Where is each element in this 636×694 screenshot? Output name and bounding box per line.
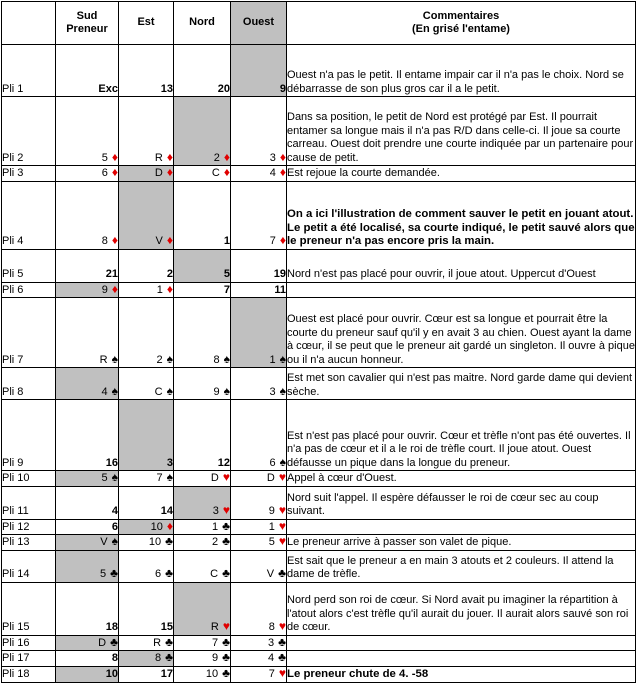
card-ouest	[231, 666, 287, 682]
card-est	[119, 519, 174, 535]
card-value: 5	[101, 151, 108, 164]
card-ouest	[231, 298, 287, 368]
card-value: 4	[268, 652, 275, 664]
spade-suit-icon: ♠	[166, 351, 173, 366]
spade-suit-icon: ♠	[279, 383, 286, 398]
card-value: 9	[279, 82, 286, 95]
club-suit-icon: ♣	[165, 635, 173, 649]
card-nord	[174, 582, 231, 635]
card-value: 3	[269, 151, 276, 164]
comment-cell	[287, 635, 636, 651]
card-value: 9	[101, 283, 108, 296]
trick-row	[2, 45, 636, 97]
pli-label: Pli 10	[2, 471, 56, 487]
trick-row	[2, 635, 636, 651]
card-est	[119, 97, 174, 166]
spade-suit-icon: ♠	[111, 534, 118, 548]
card-est	[119, 249, 174, 282]
trick-row	[2, 97, 636, 166]
card-sud	[56, 368, 119, 400]
card-ouest	[231, 635, 287, 651]
header-row	[2, 2, 636, 45]
comment-cell: Est sait que le preneur a en main 3 atouts et 2 couleurs. Il attend la dame de trèfle.	[287, 550, 636, 582]
card-est	[119, 45, 174, 97]
pli-label: Pli 8	[2, 368, 56, 400]
card-value: 9	[212, 652, 219, 664]
pli-label: Pli 3	[2, 166, 56, 182]
card-sud	[56, 166, 119, 182]
card-est	[119, 298, 174, 368]
diamond-suit-icon: ♦	[279, 233, 286, 247]
card-value: D	[266, 472, 275, 484]
card-sud	[56, 535, 119, 551]
card-value: C	[210, 568, 219, 580]
pli-label: Pli 1	[2, 45, 56, 97]
card-value: 15	[160, 621, 173, 633]
diamond-suit-icon: ♦	[279, 165, 286, 179]
comment-cell: Nord suit l'appel. Il espère défausser le roi de cœur sec au coup suivant.	[287, 486, 636, 519]
card-ouest	[231, 471, 287, 487]
card-sud	[56, 666, 119, 682]
club-suit-icon: ♣	[110, 635, 118, 649]
card-ouest	[231, 249, 287, 282]
card-nord	[174, 635, 231, 651]
card-value: 9	[268, 505, 275, 517]
header-ouest: Ouest	[231, 2, 287, 45]
pli-label: Pli 2	[2, 97, 56, 166]
card-value: 7	[223, 283, 230, 296]
card-value: 6	[155, 568, 162, 580]
club-suit-icon: ♣	[278, 650, 286, 664]
card-value: 20	[217, 82, 230, 95]
card-value: 8	[101, 235, 108, 247]
tricks-table	[1, 1, 636, 683]
comment-cell: Est n'est pas placé pour ouvrir. Cœur et trèfle n'ont pas été ouvertes. Il n'a pas de cœur et il a le roi de trèfle court. Il joue atout. Ouest défausse un pique dans la longue du preneur.	[287, 400, 636, 471]
card-value: 18	[105, 621, 118, 633]
club-suit-icon: ♣	[278, 566, 286, 580]
diamond-suit-icon: ♦	[166, 233, 173, 247]
card-sud	[56, 249, 119, 282]
trick-row	[2, 282, 636, 298]
card-value: 1	[212, 520, 219, 533]
card-ouest	[231, 166, 287, 182]
card-ouest	[231, 97, 287, 166]
trick-row	[2, 166, 636, 182]
trick-row	[2, 298, 636, 368]
card-nord	[174, 181, 231, 249]
card-value: 4	[101, 385, 108, 398]
card-nord	[174, 298, 231, 368]
pli-label: Pli 15	[2, 582, 56, 635]
card-value: C	[154, 385, 163, 398]
card-value: 8	[155, 652, 162, 664]
comment-cell: Dans sa position, le petit de Nord est protégé par Est. Il pourrait entamer sa longue mais il n'a pas R/D dans celle-ci. Il joue sa courte carreau. Ouest doit prendre une courte indiquée par un partenaire pour cause de petit.	[287, 97, 636, 166]
heart-suit-icon: ♥	[278, 519, 286, 533]
pli-label: Pli 18	[2, 666, 56, 682]
card-sud	[56, 582, 119, 635]
pli-label: Pli 14	[2, 550, 56, 582]
spade-suit-icon: ♠	[111, 470, 118, 484]
spade-suit-icon: ♠	[166, 470, 173, 484]
comment-cell: Ouest n'a pas le petit. Il entame impair car il n'a pas le choix. Nord se débarrasse de son plus gros car il a le petit.	[287, 45, 636, 97]
club-suit-icon: ♣	[222, 534, 230, 548]
header-nord: Nord	[174, 2, 231, 45]
trick-row	[2, 651, 636, 667]
club-suit-icon: ♣	[222, 650, 230, 664]
card-value: 3	[269, 385, 276, 398]
card-est	[119, 651, 174, 667]
diamond-suit-icon: ♦	[111, 233, 118, 247]
card-ouest	[231, 45, 287, 97]
card-est	[119, 535, 174, 551]
pli-label: Pli 4	[2, 181, 56, 249]
comment-cell: Est met son cavalier qui n'est pas maitre. Nord garde dame qui devient sèche.	[287, 368, 636, 400]
trick-row	[2, 550, 636, 582]
header-sud: Sud Preneur	[56, 2, 119, 45]
card-sud	[56, 298, 119, 368]
card-ouest	[231, 519, 287, 535]
header-pli	[2, 2, 56, 45]
trick-row	[2, 582, 636, 635]
card-nord	[174, 519, 231, 535]
trick-row	[2, 486, 636, 519]
diamond-suit-icon: ♦	[166, 519, 173, 533]
heart-suit-icon: ♥	[278, 534, 286, 548]
card-value: 11	[274, 283, 286, 296]
card-value: R	[210, 621, 219, 633]
card-nord	[174, 45, 231, 97]
card-value: 19	[273, 268, 286, 280]
pli-label: Pli 6	[2, 282, 56, 298]
card-value: 2	[156, 353, 163, 366]
card-est	[119, 368, 174, 400]
diamond-suit-icon: ♦	[111, 149, 118, 164]
card-nord	[174, 166, 231, 182]
card-sud	[56, 45, 119, 97]
card-est	[119, 282, 174, 298]
card-ouest	[231, 486, 287, 519]
card-value: 1	[269, 353, 276, 366]
pli-label: Pli 17	[2, 651, 56, 667]
card-est	[119, 181, 174, 249]
card-ouest	[231, 400, 287, 471]
spade-suit-icon: ♠	[111, 383, 118, 398]
card-value: 21	[105, 268, 118, 280]
spade-suit-icon: ♠	[223, 383, 230, 398]
card-value: 16	[105, 456, 118, 469]
card-value: 1	[268, 520, 275, 533]
heart-suit-icon: ♥	[222, 470, 230, 484]
club-suit-icon: ♣	[222, 566, 230, 580]
card-sud	[56, 519, 119, 535]
card-value: 9	[213, 385, 220, 398]
pli-label: Pli 12	[2, 519, 56, 535]
card-nord	[174, 368, 231, 400]
card-value: C	[211, 167, 220, 179]
card-sud	[56, 282, 119, 298]
trick-row	[2, 181, 636, 249]
card-nord	[174, 666, 231, 682]
heart-suit-icon: ♥	[278, 619, 286, 633]
card-value: 6	[111, 520, 118, 533]
card-ouest	[231, 535, 287, 551]
diamond-suit-icon: ♦	[223, 165, 230, 179]
card-ouest	[231, 181, 287, 249]
card-value: 6	[101, 167, 108, 179]
card-est	[119, 486, 174, 519]
card-value: 5	[101, 472, 108, 484]
spade-suit-icon: ♠	[223, 351, 230, 366]
card-value: 2	[166, 268, 173, 280]
header-est: Est	[119, 2, 174, 45]
card-nord	[174, 400, 231, 471]
card-value: 10	[150, 520, 163, 533]
comment-cell: Le preneur chute de 4. -58	[287, 666, 636, 682]
card-sud	[56, 400, 119, 471]
card-value: 5	[223, 268, 230, 280]
card-value: R	[153, 636, 162, 649]
comment-cell: On a ici l'illustration de comment sauver le petit en jouant atout. Le petit a été localisé, sa courte indiqué, le petit sauvé alors que le preneur n'a pas encore pris la main.	[287, 181, 636, 249]
card-ouest	[231, 651, 287, 667]
card-value: V	[100, 536, 108, 548]
card-value: 13	[160, 82, 173, 95]
card-est	[119, 166, 174, 182]
card-sud	[56, 471, 119, 487]
card-est	[119, 471, 174, 487]
card-value: 12	[217, 456, 230, 469]
card-value: 7	[156, 472, 163, 484]
card-value: D	[210, 472, 219, 484]
pli-label: Pli 16	[2, 635, 56, 651]
card-nord	[174, 486, 231, 519]
card-sud	[56, 550, 119, 582]
card-sud	[56, 635, 119, 651]
heart-suit-icon: ♥	[222, 619, 230, 633]
comment-cell: Ouest est placé pour ouvrir. Cœur est sa longue et pourrait être la courte du preneur sauf qu'il y en avait 3 au chien. Ouest ayant la dame à cœur, il se peut que le preneur ait gardé un singleton. Il ouvre à pique ou il n'a aucun honneur.	[287, 298, 636, 368]
heart-suit-icon: ♥	[222, 503, 230, 517]
trick-row	[2, 400, 636, 471]
card-nord	[174, 471, 231, 487]
card-value: 7	[268, 668, 275, 680]
pli-label: Pli 7	[2, 298, 56, 368]
card-value: 3	[166, 456, 173, 469]
card-value: 17	[160, 668, 173, 680]
trick-row	[2, 519, 636, 535]
card-value: D	[98, 636, 107, 649]
comment-cell: Nord perd son roi de cœur. Si Nord avait pu imaginer la répartition à l'atout alors c'est trèfle qu'il aurait du jouer. Il aurait alors sauvé son roi de cœur.	[287, 582, 636, 635]
card-sud	[56, 181, 119, 249]
trick-row	[2, 666, 636, 682]
card-est	[119, 666, 174, 682]
comment-cell	[287, 519, 636, 535]
card-value: 6	[269, 456, 276, 469]
card-value: R	[154, 151, 163, 164]
pli-label: Pli 9	[2, 400, 56, 471]
card-value: 8	[111, 652, 118, 664]
card-value: V	[155, 235, 163, 247]
card-value: 1	[223, 235, 230, 247]
card-value: 10	[205, 668, 219, 680]
card-value: 2	[212, 536, 219, 548]
club-suit-icon: ♣	[165, 650, 173, 664]
card-nord	[174, 249, 231, 282]
card-sud	[56, 486, 119, 519]
club-suit-icon: ♣	[222, 635, 230, 649]
diamond-suit-icon: ♦	[223, 149, 230, 164]
comment-cell	[287, 282, 636, 298]
card-value: D	[154, 167, 163, 179]
card-value: 5	[100, 568, 107, 580]
card-nord	[174, 651, 231, 667]
card-ouest	[231, 368, 287, 400]
card-value: 14	[160, 505, 173, 517]
heart-suit-icon: ♥	[278, 503, 286, 517]
card-value: 7	[212, 636, 219, 649]
diamond-suit-icon: ♦	[166, 149, 173, 164]
pli-label: Pli 13	[2, 535, 56, 551]
card-value: 7	[269, 235, 276, 247]
heart-suit-icon: ♥	[278, 666, 286, 680]
card-value: 10	[105, 668, 118, 680]
card-nord	[174, 282, 231, 298]
comment-cell: Est rejoue la courte demandée.	[287, 166, 636, 182]
card-value: 4	[269, 167, 276, 179]
diamond-suit-icon: ♦	[166, 165, 173, 179]
card-value: 8	[213, 353, 220, 366]
card-value: 10	[148, 536, 162, 548]
card-value: 1	[156, 283, 163, 296]
trick-row	[2, 368, 636, 400]
header-commentaires: Commentaires (En grisé l'entame)	[287, 2, 636, 45]
club-suit-icon: ♣	[165, 534, 173, 548]
diamond-suit-icon: ♦	[111, 165, 118, 179]
card-value: R	[99, 353, 108, 366]
card-ouest	[231, 550, 287, 582]
heart-suit-icon: ♥	[278, 470, 286, 484]
comment-cell: Appel à cœur d'Ouest.	[287, 471, 636, 487]
card-nord	[174, 550, 231, 582]
card-sud	[56, 651, 119, 667]
pli-label: Pli 11	[2, 486, 56, 519]
trick-row	[2, 471, 636, 487]
club-suit-icon: ♣	[165, 566, 173, 580]
card-value: 5	[268, 536, 275, 548]
card-value: V	[266, 568, 275, 580]
card-nord	[174, 535, 231, 551]
comment-cell	[287, 651, 636, 667]
pli-label: Pli 5	[2, 249, 56, 282]
spade-suit-icon: ♠	[166, 383, 173, 398]
diamond-suit-icon: ♦	[166, 282, 173, 296]
spade-suit-icon: ♠	[279, 454, 286, 469]
comment-cell: Le preneur arrive à passer son valet de pique.	[287, 535, 636, 551]
card-est	[119, 582, 174, 635]
club-suit-icon: ♣	[110, 566, 118, 580]
club-suit-icon: ♣	[222, 519, 230, 533]
comment-cell: Nord n'est pas placé pour ouvrir, il joue atout. Uppercut d'Ouest	[287, 249, 636, 282]
card-est	[119, 400, 174, 471]
card-value: 2	[213, 151, 220, 164]
card-est	[119, 635, 174, 651]
card-value: 4	[111, 505, 118, 517]
trick-row	[2, 535, 636, 551]
club-suit-icon: ♣	[278, 635, 286, 649]
spade-suit-icon: ♠	[111, 351, 118, 366]
card-value: 3	[212, 505, 219, 517]
card-ouest	[231, 282, 287, 298]
card-sud	[56, 97, 119, 166]
card-nord	[174, 97, 231, 166]
spade-suit-icon: ♠	[279, 351, 286, 366]
card-value: 3	[268, 636, 275, 649]
card-est	[119, 550, 174, 582]
card-ouest	[231, 582, 287, 635]
card-value: Exc	[98, 82, 118, 95]
card-value: 8	[268, 621, 275, 633]
diamond-suit-icon: ♦	[111, 282, 118, 296]
trick-row	[2, 249, 636, 282]
club-suit-icon: ♣	[222, 666, 230, 680]
diamond-suit-icon: ♦	[279, 149, 286, 164]
